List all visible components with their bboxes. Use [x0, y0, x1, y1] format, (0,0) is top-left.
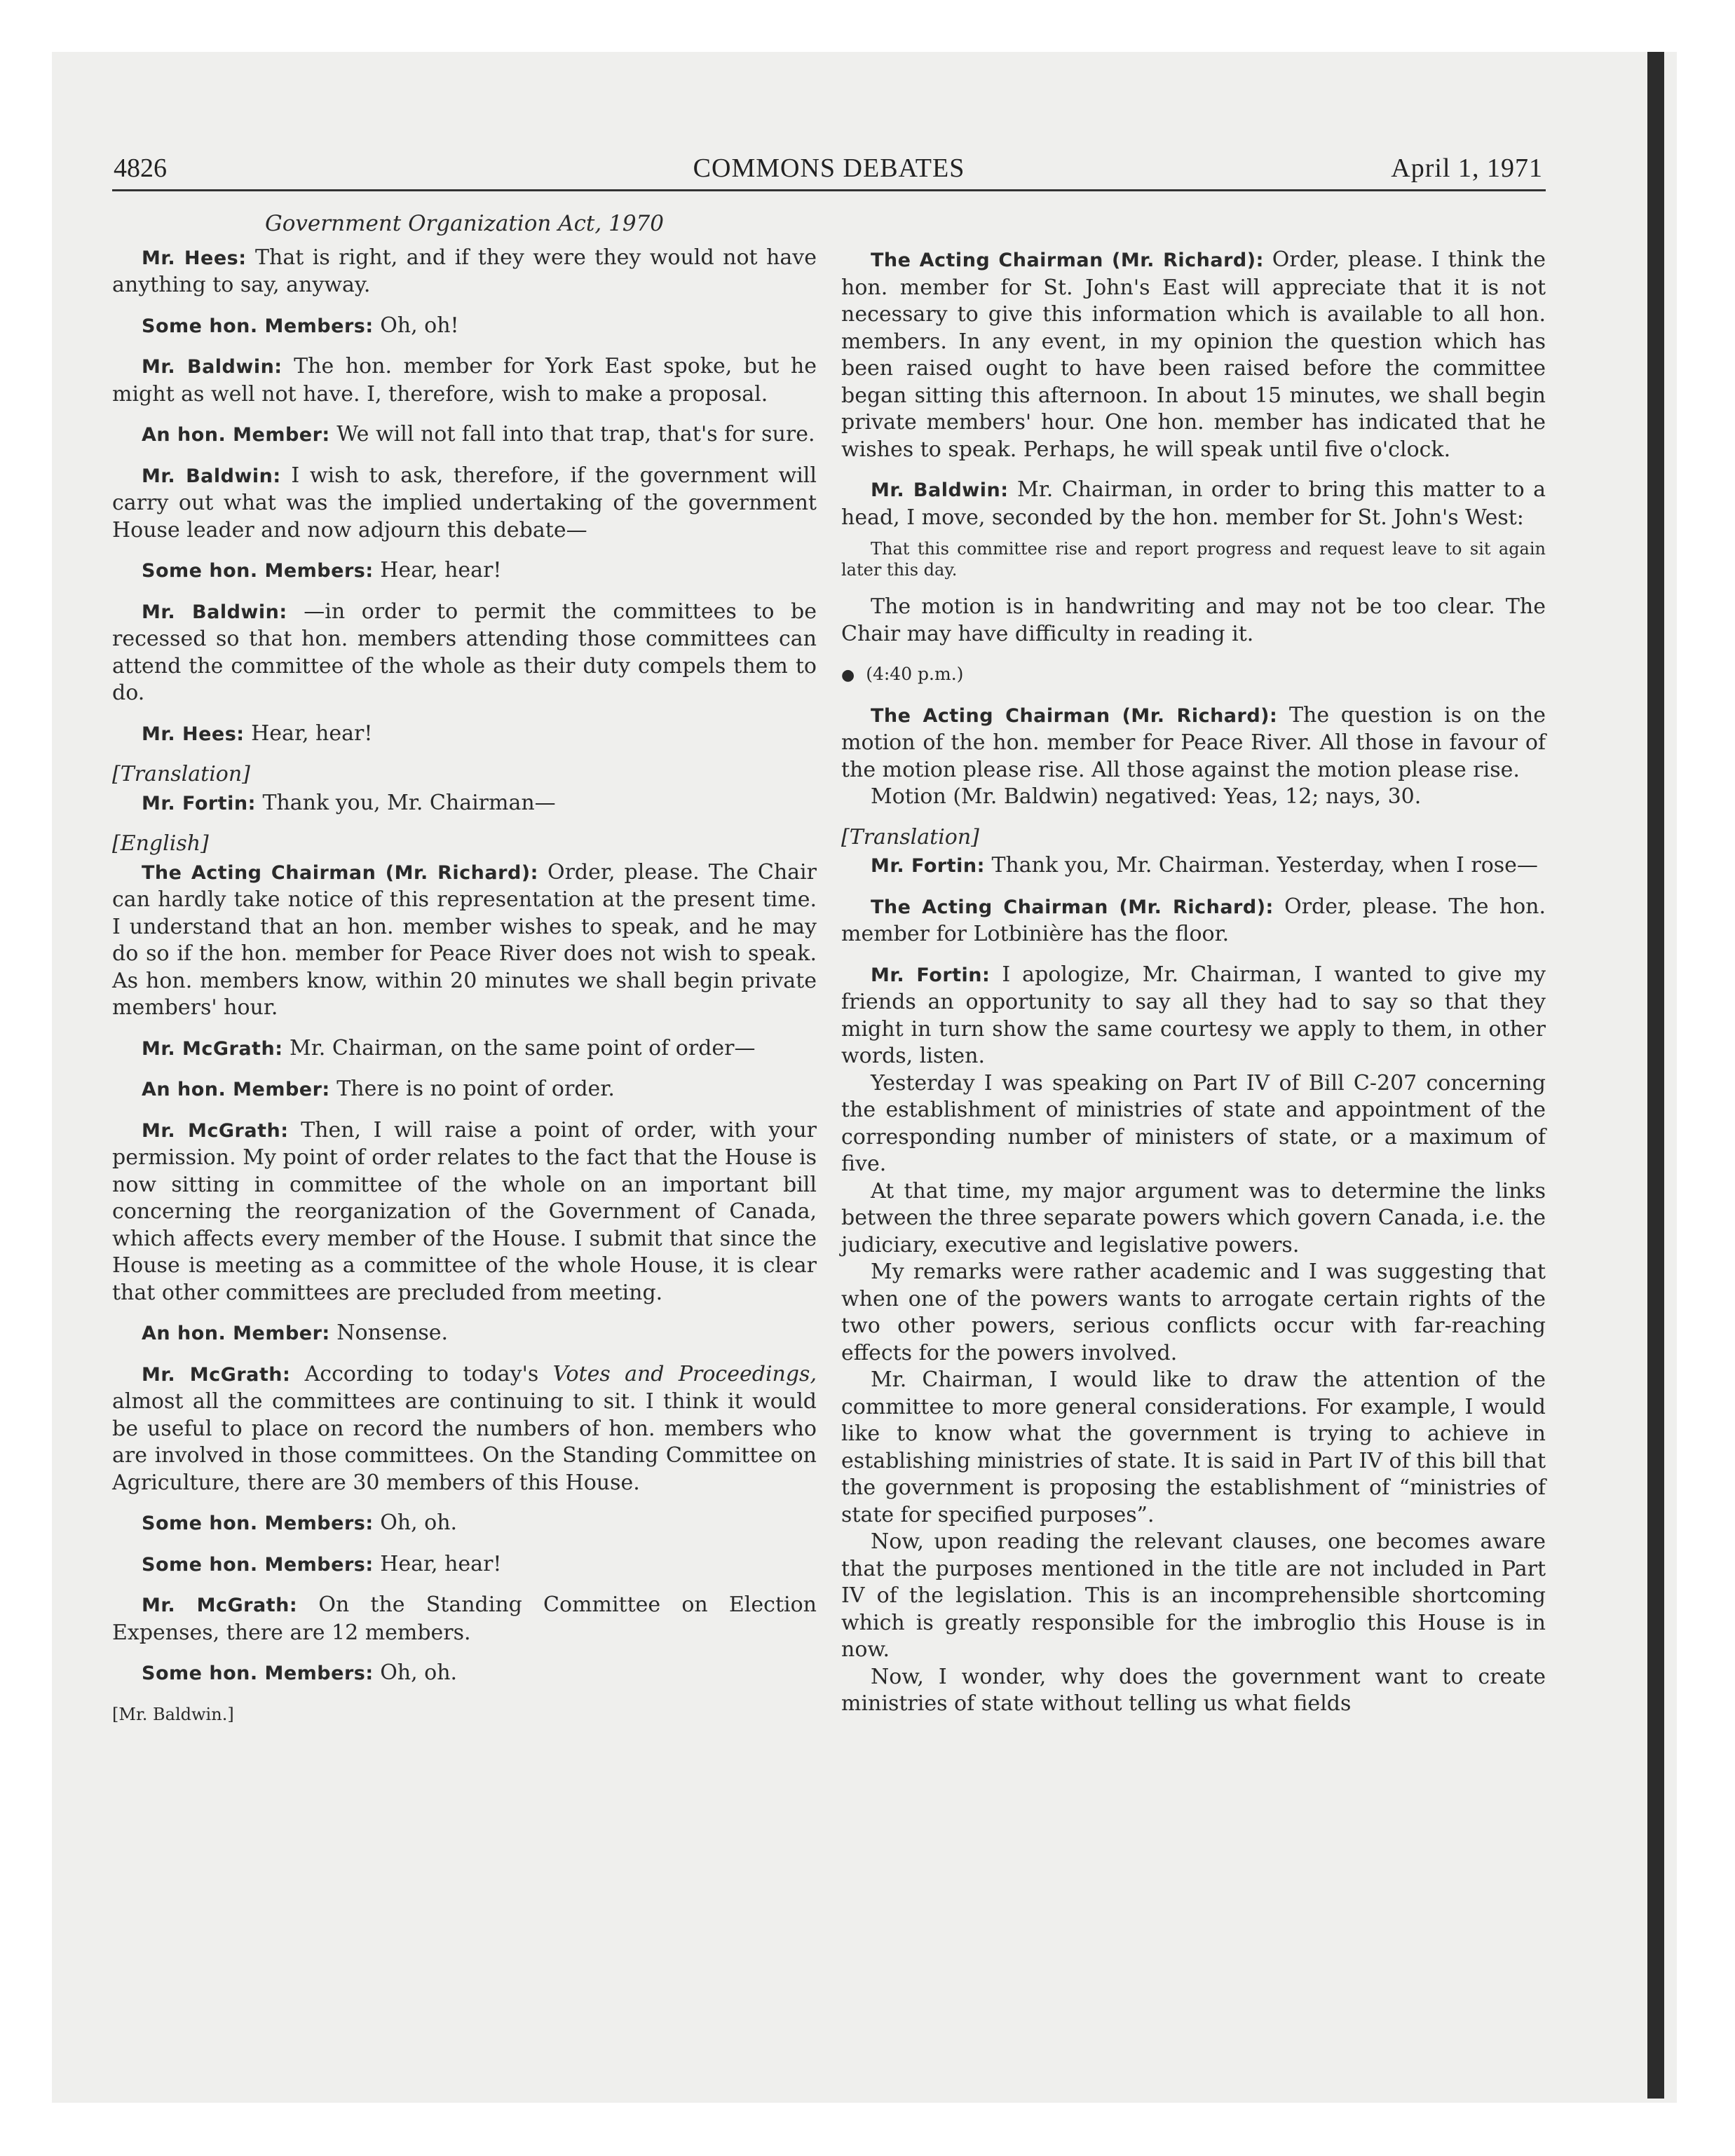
speech-paragraph: Some hon. Members: Hear, hear!: [142, 1551, 502, 1576]
page-number: 4826: [114, 153, 167, 183]
speaker-name: Mr. Fortin:: [871, 855, 985, 877]
speech-paragraph: The Acting Chairman (Mr. Richard): Order, please. The hon. member for Lotbinière has the floor.: [841, 894, 1546, 946]
publication-title: COMMONS DEBATES: [693, 153, 965, 183]
speech-paragraph: Mr. Hees: Hear, hear!: [142, 721, 373, 746]
speech-paragraph: Some hon. Members: Oh, oh.: [142, 1660, 458, 1685]
speech-paragraph: The Acting Chairman (Mr. Richard): Order, please. I think the hon. member for St. John's East will appreciate that it is not necessary to give this information which is available to all hon. members. In any event, in my opinion the question which has been raised ought to have been raised before the committee began sitting this afternoon. In about 15 minutes, we shall begin private members' hour. One hon. member has indicated that he wishes to speak. Perhaps, he will speak until five o'clock.: [841, 247, 1546, 462]
speaker-name: An hon. Member:: [142, 1079, 330, 1100]
speaker-name: Mr. Fortin:: [142, 792, 256, 814]
speaker-name: Mr. McGrath:: [142, 1363, 291, 1386]
speech-paragraph: Some hon. Members: Oh, oh.: [142, 1510, 458, 1535]
speech-paragraph: Yesterday I was speaking on Part IV of Bill C-207 concerning the establishment of ministries of state and appointment of the corresponding number of ministers of state, or a maximum of five.: [841, 1070, 1546, 1176]
speech-paragraph: Mr. Baldwin: I wish to ask, therefore, if the government will carry out what was the implied undertaking of the government House leader and now adjourn this debate—: [112, 463, 817, 543]
document-title-reference: Votes and Proceedings,: [552, 1361, 817, 1386]
binding-edge: [1647, 52, 1664, 2099]
bullet-icon: ●: [841, 667, 855, 684]
section-heading: Government Organization Act, 1970: [264, 211, 664, 236]
right-column: [841, 247, 1546, 1718]
english-tag: [English]: [112, 831, 209, 856]
speech-paragraph: At that time, my major argument was to determine the links between the three separate powers which govern Canada, i.e. the judiciary, executive and legislative powers.: [841, 1178, 1546, 1257]
speaker-name: Mr. McGrath:: [142, 1119, 289, 1142]
speech-paragraph: Mr. Baldwin: —in order to permit the committees to be recessed so that hon. members attending those committees can attend the committee of the whole as their duty compels them to do.: [112, 599, 817, 705]
speaker-name: An hon. Member:: [142, 1323, 330, 1344]
speech-paragraph: Mr. Baldwin: Mr. Chairman, in order to bring this matter to a head, I move, seconded by the hon. member for St. John's West:: [841, 477, 1546, 530]
speech-paragraph: An hon. Member: We will not fall into that trap, that's for sure.: [142, 422, 815, 446]
speech-paragraph: Mr. Hees: That is right, and if they were they would not have anything to say, anyway.: [112, 245, 817, 297]
column-footer-note: [Mr. Baldwin.]: [112, 1704, 234, 1724]
speech-paragraph: Some hon. Members: Oh, oh!: [142, 313, 459, 338]
speaker-name: Mr. Baldwin:: [142, 356, 283, 378]
page-header: [112, 147, 1546, 191]
speaker-name: An hon. Member:: [142, 424, 330, 446]
speech-paragraph: Mr. McGrath: Then, I will raise a point of order, with your permission. My point of order relates to the fact that the House is now sitting in committee of the whole on an important bill concerning the reorganization of the Government of Canada, which affects every member of the House. I submit that since the House is meeting as a committee of the whole House, it is clear that other committees are precluded from meeting.: [112, 1117, 817, 1305]
speaker-name: Mr. Hees:: [142, 723, 245, 745]
speaker-name: Some hon. Members:: [142, 315, 374, 337]
speech-paragraph: My remarks were rather academic and I was suggesting that when one of the powers wants to arrogate certain rights of the two other powers, serious conflicts occur with far-reaching effects for the powers involved.: [841, 1260, 1546, 1365]
speaker-name: Some hon. Members:: [142, 560, 374, 582]
speaker-name: Mr. McGrath:: [142, 1037, 283, 1060]
speaker-name: Mr. Hees:: [142, 247, 247, 269]
speech-paragraph: Mr. McGrath: On the Standing Committee on Election Expenses, there are 12 members.: [112, 1592, 817, 1645]
speech-paragraph: Mr. Fortin: I apologize, Mr. Chairman, I wanted to give my friends an opportunity to say all they had to say so that they might in turn show the same courtesy we apply to them, in other words, listen.: [841, 962, 1546, 1068]
speaker-name: The Acting Chairman (Mr. Richard):: [871, 704, 1278, 727]
speech-paragraph: The Acting Chairman (Mr. Richard): The question is on the motion of the hon. member for Peace River. All those in favour of the motion please rise. All those against the motion please rise.: [841, 702, 1546, 782]
motion-quote: That this committee rise and report progress and request leave to sit again later this day.: [841, 539, 1546, 580]
speech-paragraph: Mr. Fortin: Thank you, Mr. Chairman. Yesterday, when I rose—: [871, 853, 1538, 878]
speech-paragraph: Mr. Baldwin: The hon. member for York East spoke, but he might as well not have. I, therefore, wish to make a proposal.: [112, 354, 817, 407]
speech-paragraph: Motion (Mr. Baldwin) negatived: Yeas, 12; nays, 30.: [871, 784, 1422, 809]
speaker-name: Mr. McGrath:: [142, 1595, 298, 1616]
speech-paragraph: Now, I wonder, why does the government want to create ministries of state without telling us what fields: [841, 1664, 1546, 1716]
speech-paragraph: An hon. Member: There is no point of order.: [142, 1077, 615, 1101]
speaker-name: Mr. Baldwin:: [142, 465, 281, 487]
speech-paragraph: Mr. McGrath: According to today's Votes and Proceedings, almost all the committees are continuing to sit. I think it would be useful to place on record the numbers of hon. members who are involved in those committees. On the Standing Committee on Agriculture, there are 30 members of this House.: [112, 1361, 817, 1495]
speech-paragraph: Mr. Fortin: Thank you, Mr. Chairman—: [142, 790, 556, 815]
translation-tag: [Translation]: [841, 824, 979, 850]
speaker-name: The Acting Chairman (Mr. Richard):: [142, 861, 538, 884]
timestamp: ● (4:40 p.m.): [841, 664, 964, 684]
speech-paragraph: Now, upon reading the relevant clauses, one becomes aware that the purposes mentioned in the title are not included in Part IV of the legislation. This is an incomprehensible shortcoming which is greatly responsible for the imbroglio this House is in now.: [841, 1529, 1546, 1662]
speaker-name: Mr. Baldwin:: [871, 479, 1009, 501]
speaker-name: Some hon. Members:: [142, 1663, 374, 1684]
translation-tag: [Translation]: [112, 762, 250, 786]
speech-paragraph: Mr. McGrath: Mr. Chairman, on the same point of order—: [142, 1035, 756, 1060]
speaker-name: Mr. Baldwin:: [142, 601, 287, 623]
speaker-name: The Acting Chairman (Mr. Richard):: [871, 250, 1264, 271]
left-column: [112, 210, 817, 1728]
speech-paragraph: The Acting Chairman (Mr. Richard): Order, please. The Chair can hardly take notice of this representation at the present time. I understand that an hon. member wishes to speak, and he may do so if the hon. member for Peace River does not wish to speak. As hon. members know, within 20 minutes we shall begin private members' hour.: [112, 859, 817, 1020]
speech-paragraph: Some hon. Members: Hear, hear!: [142, 558, 502, 582]
speaker-name: Mr. Fortin:: [871, 964, 991, 986]
speech-paragraph: The motion is in handwriting and may not be too clear. The Chair may have difficulty in reading it.: [841, 594, 1546, 646]
page-date: April 1, 1971: [1391, 153, 1543, 183]
speaker-name: The Acting Chairman (Mr. Richard):: [871, 896, 1274, 918]
speaker-name: Some hon. Members:: [142, 1513, 374, 1534]
speaker-name: Some hon. Members:: [142, 1553, 374, 1576]
speech-paragraph: An hon. Member: Nonsense.: [142, 1321, 449, 1345]
speech-paragraph: Mr. Chairman, I would like to draw the attention of the committee to more general considerations. For example, I would like to know what the government is trying to achieve in establishing ministries of state. It is said in Part IV of this bill that the government is proposing the establishment of “ministries of state for specified purposes”.: [841, 1367, 1546, 1527]
